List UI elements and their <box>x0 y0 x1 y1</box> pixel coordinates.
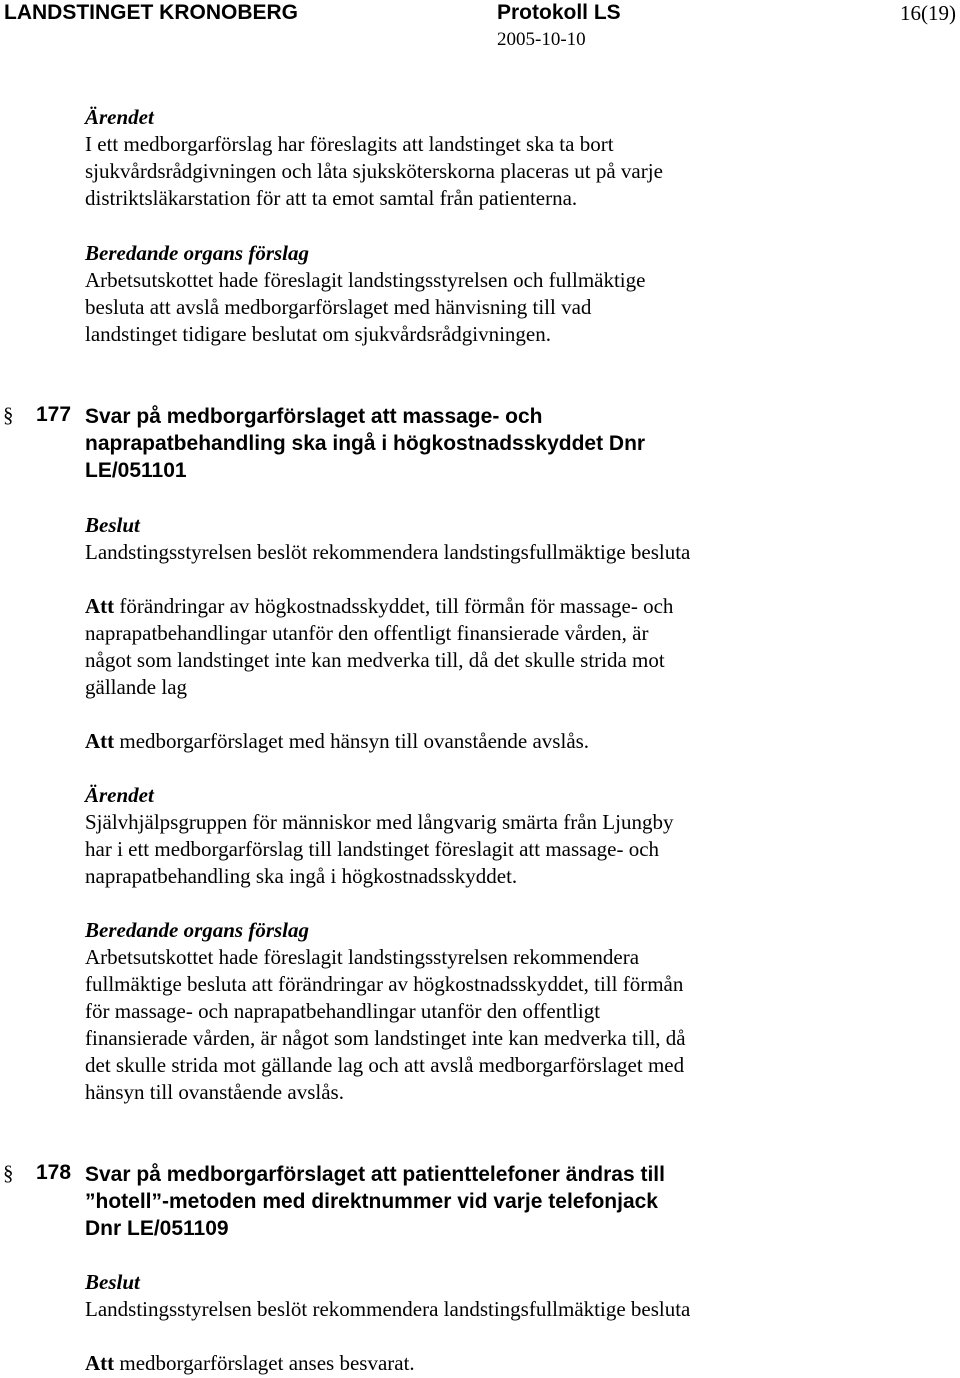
arendet-section-177 <box>85 782 673 890</box>
beredande-line: för massage- och naprapatbehandlingar utanför den offentligt <box>85 999 601 1023</box>
att-keyword: Att <box>85 594 115 618</box>
att-clause-line: naprapatbehandlingar utanför den offentligt finansierade vården, är <box>85 621 649 645</box>
att-clause-line: något som landstinget inte kan medverka till, då det skulle strida mot <box>85 648 665 672</box>
beslut-heading: Beslut <box>85 1270 140 1294</box>
beslut-text: Landstingsstyrelsen beslöt rekommendera landstingsfullmäktige besluta <box>85 1297 691 1321</box>
header-date: 2005-10-10 <box>497 29 586 50</box>
header-protocol: Protokoll LS <box>497 1 621 24</box>
att-clause-line: medborgarförslaget anses besvarat. <box>114 1351 415 1375</box>
section-title-line: naprapatbehandling ska ingå i högkostnadsskyddet Dnr <box>85 432 646 455</box>
beslut-section-178 <box>85 1269 690 1323</box>
section-title-line: ”hotell”-metoden med direktnummer vid varje telefonjack <box>85 1190 658 1213</box>
beredande-line: besluta att avslå medborgarförslaget med hänvisning till vad <box>85 295 592 319</box>
beredande-section-177 <box>85 917 686 1106</box>
beredande-line: det skulle strida mot gällande lag och att avslå medborgarförslaget med <box>85 1053 685 1077</box>
arendet-line: I ett medborgarförslag har föreslagits att landstinget ska ta bort <box>85 132 614 156</box>
arendet-section-top <box>85 104 663 212</box>
beredande-section-top <box>85 240 645 348</box>
section-title-line: Svar på medborgarförslaget att massage- och <box>85 405 543 428</box>
arendet-heading: Ärendet <box>85 105 154 129</box>
att-clause-line: gällande lag <box>85 675 188 699</box>
att-clause-1 <box>85 593 673 701</box>
beslut-text: Landstingsstyrelsen beslöt rekommendera landstingsfullmäktige besluta <box>85 540 691 564</box>
beredande-line: Arbetsutskottet hade föreslagit landstingsstyrelsen och fullmäktige <box>85 268 646 292</box>
section-title-178 <box>85 1161 665 1242</box>
arendet-line: har i ett medborgarförslag till landstinget föreslagit att massage- och <box>85 837 660 861</box>
att-clause-2 <box>85 728 589 755</box>
arendet-heading: Ärendet <box>85 783 154 807</box>
att-clause-line: medborgarförslaget med hänsyn till ovanstående avslås. <box>114 729 590 753</box>
beredande-heading: Beredande organs förslag <box>85 918 310 942</box>
att-clause-178 <box>85 1350 415 1377</box>
att-keyword: Att <box>85 729 115 753</box>
section-title-line: LE/051101 <box>85 459 187 482</box>
arendet-line: sjukvårdsrådgivningen och låta sjuksköterskorna placeras ut på varje <box>85 159 663 183</box>
arendet-line: distriktsläkarstation för att ta emot samtal från patienterna. <box>85 186 578 210</box>
beslut-heading: Beslut <box>85 513 140 537</box>
header-organization: LANDSTINGET KRONOBERG <box>4 1 298 24</box>
beredande-line: hänsyn till ovanstående avslås. <box>85 1080 344 1104</box>
section-number-177: 177 <box>36 403 72 426</box>
section-title-line: Svar på medborgarförslaget att patienttelefoner ändras till <box>85 1163 665 1186</box>
section-title-line: Dnr LE/051109 <box>85 1217 229 1240</box>
att-clause-line: förändringar av högkostnadsskyddet, till förmån för massage- och <box>114 594 674 618</box>
beslut-section-177 <box>85 512 690 566</box>
header-page-number: 16(19) <box>900 1 956 25</box>
beredande-heading: Beredande organs förslag <box>85 241 310 265</box>
beredande-line: Arbetsutskottet hade föreslagit landstingsstyrelsen rekommendera <box>85 945 640 969</box>
arendet-line: naprapatbehandling ska ingå i högkostnadsskyddet. <box>85 864 518 888</box>
beredande-line: fullmäktige besluta att förändringar av högkostnadsskyddet, till förmån <box>85 972 684 996</box>
section-mark-178: § <box>3 1161 14 1185</box>
section-mark-177: § <box>3 403 14 427</box>
section-title-177 <box>85 403 645 484</box>
arendet-line: Självhjälpsgruppen för människor med långvarig smärta från Ljungby <box>85 810 674 834</box>
section-number-178: 178 <box>36 1161 72 1184</box>
beredande-line: landstinget tidigare beslutat om sjukvårdsrådgivningen. <box>85 322 551 346</box>
beredande-line: finansierade vården, är något som landstinget inte kan medverka till, då <box>85 1026 686 1050</box>
att-keyword: Att <box>85 1351 115 1375</box>
